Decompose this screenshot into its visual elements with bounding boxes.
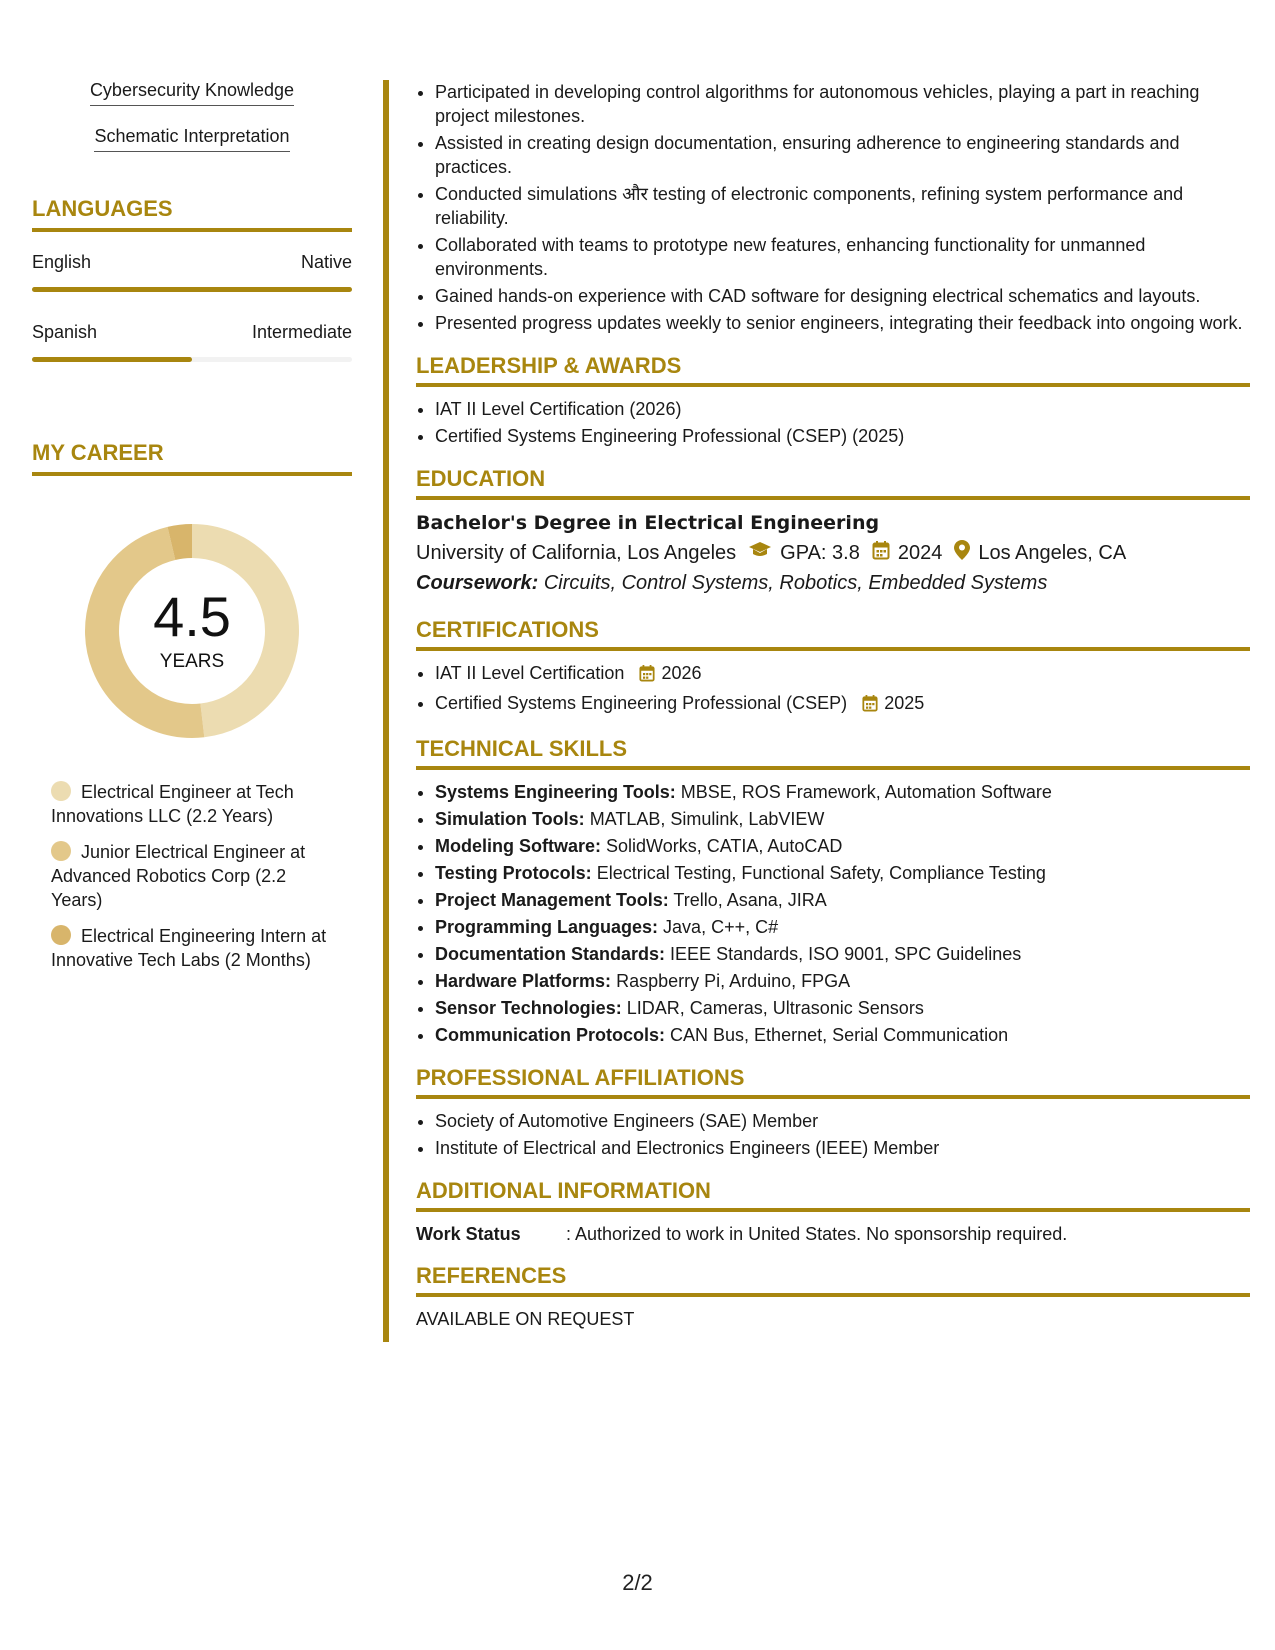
experience-bullets (416, 80, 1250, 335)
work-status-label: Work Status (416, 1224, 521, 1244)
school-location: Los Angeles, CA (978, 541, 1127, 564)
education-section (416, 466, 1250, 595)
experience-bullet: • Collaborated with teams to prototype new features, enhancing functionality for unmanned environments. (435, 233, 1250, 281)
location-pin-icon (954, 540, 970, 566)
experience-bullet: • Conducted simulations और testing of electronic components, refining system performance and reliability. (435, 182, 1250, 230)
technical-skills-heading: TECHNICAL SKILLS (416, 736, 1250, 770)
language-name: English (32, 252, 92, 272)
career-legend (32, 780, 341, 972)
skill-value: Electrical Testing, Functional Safety, Compliance Testing (596, 863, 1046, 883)
graduation-cap-icon (748, 541, 772, 565)
skill-label: Sensor Technologies: (435, 998, 622, 1018)
certification-item (435, 661, 1250, 688)
leadership-item: • Certified Systems Engineering Professional (CSEP) (2025) (435, 424, 1250, 448)
references-heading: REFERENCES (416, 1263, 1250, 1297)
languages-section (32, 196, 352, 362)
right-column (416, 80, 1250, 1330)
references-section (416, 1263, 1250, 1330)
skill-label: Programming Languages: (435, 917, 659, 937)
proficiency-bar-fill (32, 287, 352, 292)
career-total-years: 4.5 (153, 585, 231, 648)
skill-value: MBSE, ROS Framework, Automation Software (680, 782, 1052, 802)
career-unit: YEARS (159, 651, 225, 672)
calendar-icon (639, 664, 655, 688)
certification-year: 2025 (884, 693, 925, 713)
skill-value: CAN Bus, Ethernet, Serial Communication (670, 1025, 1009, 1045)
experience-bullet: • Presented progress updates weekly to senior engineers, integrating their feedback into ongoing work. (435, 311, 1250, 335)
affiliations-heading: PROFESSIONAL AFFILIATIONS (416, 1065, 1250, 1099)
work-status-value: : Authorized to work in United States. No sponsorship required. (566, 1224, 1068, 1244)
skill-label: Hardware Platforms: (435, 971, 612, 991)
skill-label: Systems Engineering Tools: (435, 782, 676, 802)
career-legend-item (51, 780, 341, 828)
coursework-label: Coursework: (416, 572, 539, 594)
education-heading: EDUCATION (416, 466, 1250, 500)
proficiency-bar (32, 287, 352, 292)
skill-item (435, 996, 1250, 1020)
skill-label: Simulation Tools: (435, 809, 585, 829)
gpa: GPA: 3.8 (780, 541, 860, 564)
certification-year: 2026 (661, 663, 702, 683)
coursework (416, 572, 1250, 595)
skill-item (435, 969, 1250, 993)
affiliation-item: • Institute of Electrical and Electronics Engineers (IEEE) Member (435, 1136, 1250, 1160)
calendar-icon (872, 540, 890, 566)
skill-item (435, 780, 1250, 804)
career-section (32, 440, 352, 972)
technical-skills-section (416, 736, 1250, 1047)
skill-value: MATLAB, Simulink, LabVIEW (589, 809, 825, 829)
coursework-list: Circuits, Control Systems, Robotics, Embedded Systems (543, 572, 1048, 594)
skill-value: Java, C++, C# (663, 917, 779, 937)
degree-title: Bachelor's Degree in Electrical Engineering (416, 512, 880, 534)
language-level: Native (300, 252, 352, 272)
certification-name: Certified Systems Engineering Professional (CSEP) (435, 693, 848, 713)
language-name: Spanish (32, 322, 98, 342)
skill-item (435, 942, 1250, 966)
career-legend-item (51, 840, 341, 912)
proficiency-bar-fill (32, 357, 192, 362)
column-divider (383, 80, 389, 1342)
language-spanish (32, 322, 352, 362)
skill-item (435, 861, 1250, 885)
career-legend-label: Junior Electrical Engineer at Advanced Robotics Corp (2.2 Years) (51, 842, 306, 910)
page-number: 2/2 (622, 1570, 653, 1595)
skill-item (435, 834, 1250, 858)
skill-tag: Cybersecurity Knowledge (90, 80, 294, 106)
skill-value: Raspberry Pi, Arduino, FPGA (616, 971, 851, 991)
career-legend-label: Electrical Engineer at Tech Innovations LLC (2.2 Years) (51, 782, 294, 826)
skill-value: Trello, Asana, JIRA (673, 890, 827, 910)
languages-heading: LANGUAGES (32, 196, 352, 232)
experience-bullet: • Participated in developing control algorithms for autonomous vehicles, playing a part in reaching project milestones. (435, 80, 1250, 128)
skill-item (435, 888, 1250, 912)
proficiency-bar (32, 357, 352, 362)
language-level: Intermediate (251, 322, 352, 342)
school-name: University of California, Los Angeles (416, 541, 737, 564)
skill-label: Project Management Tools: (435, 890, 669, 910)
leadership-section (416, 353, 1250, 448)
graduation-year: 2024 (897, 541, 943, 564)
left-column (32, 80, 352, 984)
skill-label: Communication Protocols: (435, 1025, 666, 1045)
career-donut-chart (77, 516, 307, 746)
calendar-icon (862, 694, 878, 718)
career-legend-item (51, 924, 341, 972)
legend-dot-icon (51, 781, 71, 801)
certifications-section (416, 617, 1250, 718)
legend-dot-icon (51, 925, 71, 945)
education-details (416, 540, 1250, 566)
affiliation-item: • Society of Automotive Engineers (SAE) Member (435, 1109, 1250, 1133)
career-heading: MY CAREER (32, 440, 352, 476)
skill-value: SolidWorks, CATIA, AutoCAD (606, 836, 843, 856)
certifications-heading: CERTIFICATIONS (416, 617, 1250, 651)
additional-info-section (416, 1178, 1250, 1245)
affiliations-section (416, 1065, 1250, 1160)
language-english (32, 252, 352, 292)
skill-value: IEEE Standards, ISO 9001, SPC Guidelines (670, 944, 1022, 964)
experience-bullet: • Gained hands-on experience with CAD software for designing electrical schematics and layouts. (435, 284, 1250, 308)
leadership-heading: LEADERSHIP & AWARDS (416, 353, 1250, 387)
leadership-item: • IAT II Level Certification (2026) (435, 397, 1250, 421)
skill-value: LIDAR, Cameras, Ultrasonic Sensors (626, 998, 924, 1018)
career-legend-label: Electrical Engineering Intern at Innovative Tech Labs (2 Months) (51, 926, 327, 970)
references-text: AVAILABLE ON REQUEST (416, 1309, 635, 1329)
legend-dot-icon (51, 841, 71, 861)
experience-bullet: • Assisted in creating design documentation, ensuring adherence to engineering standards and practices. (435, 131, 1250, 179)
skill-item (435, 1023, 1250, 1047)
additional-info-heading: ADDITIONAL INFORMATION (416, 1178, 1250, 1212)
skill-item (435, 915, 1250, 939)
skill-label: Modeling Software: (435, 836, 601, 856)
certification-name: IAT II Level Certification (435, 663, 625, 683)
skill-tag: Schematic Interpretation (94, 126, 289, 152)
skill-label: Documentation Standards: (435, 944, 666, 964)
certification-item (435, 691, 1250, 718)
skill-item (435, 807, 1250, 831)
skill-label: Testing Protocols: (435, 863, 592, 883)
